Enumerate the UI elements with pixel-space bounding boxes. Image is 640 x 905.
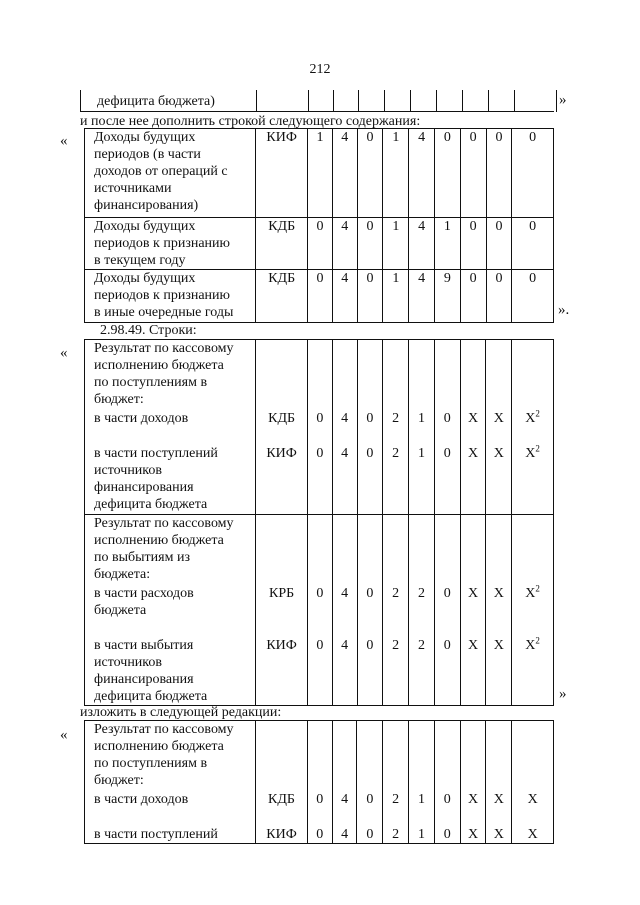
- digit-cell: 0: [357, 129, 383, 218]
- row-name-line: в иные очередные годы: [94, 305, 234, 320]
- group-header-line: Результат по кассовому: [94, 341, 234, 356]
- row-name-line: периодов к признанию: [94, 236, 230, 251]
- group-header-line: бюджет:: [94, 773, 144, 788]
- sub-item: [94, 585, 255, 619]
- digit-cell: 4: [332, 129, 357, 218]
- table-row: [85, 270, 554, 323]
- digit-cell: 0 0: [307, 340, 332, 515]
- digit-cell: 1: [308, 129, 333, 218]
- digit-cell: $X^2$ $X^2$: [512, 340, 554, 515]
- digit-cell: 4: [409, 129, 435, 218]
- code-cell: КДБ КИФ: [256, 340, 308, 515]
- row-name-line: Доходы будущих: [94, 219, 196, 234]
- digit-cell: $X^2$ $X^2$: [512, 515, 554, 706]
- digit-cell: 4: [409, 270, 435, 323]
- table-border: [80, 111, 554, 112]
- row-name-line: в текущем году: [94, 253, 186, 268]
- row-name-line: Доходы будущих: [94, 271, 196, 286]
- open-quote: «: [60, 727, 68, 743]
- digit-cell: 0: [512, 270, 554, 323]
- row-name-cell: [85, 218, 256, 270]
- digit-cell: 2 2: [409, 515, 435, 706]
- digit-cell: 0 0: [434, 515, 460, 706]
- table-border: [80, 90, 81, 112]
- table-block-2: [84, 339, 554, 706]
- instruction-2: изложить в следующей редакции:: [80, 705, 282, 720]
- open-quote: «: [60, 133, 68, 149]
- section-heading: 2.98.49. Строки:: [100, 323, 197, 338]
- group-header-line: по поступлениям в: [94, 375, 208, 390]
- digit-cell: X X: [486, 340, 512, 515]
- digit-cell: 4 4: [332, 721, 357, 844]
- digit-cell: 0: [435, 129, 461, 218]
- close-quote: »: [559, 92, 567, 108]
- code-cell: КДБ: [256, 218, 308, 270]
- code-cell: КИФ: [256, 129, 308, 218]
- digit-cell: 0 0: [357, 721, 383, 844]
- digit-cell: 2 2: [383, 340, 409, 515]
- page-number: 212: [309, 62, 331, 77]
- digit-cell: 2 2: [383, 515, 409, 706]
- digit-cell: 0: [486, 129, 512, 218]
- sub-item-line: в части доходов: [94, 792, 189, 807]
- sub-item: [94, 826, 255, 843]
- table-border: [436, 90, 437, 112]
- code-cell: КДБ КИФ: [256, 721, 308, 844]
- table-border: [462, 90, 463, 112]
- digit-cell: 0 0: [434, 721, 460, 844]
- table-row: [85, 515, 554, 706]
- digit-cell: 0: [486, 270, 512, 323]
- sub-item: [94, 791, 255, 808]
- table-border: [256, 90, 257, 112]
- digit-cell: 2 2: [383, 721, 409, 844]
- digit-cell: X X: [460, 721, 486, 844]
- sub-item-line: в части доходов: [94, 411, 189, 426]
- table-border: [308, 90, 309, 112]
- digit-cell: 0 0: [307, 515, 332, 706]
- digit-cell: X X: [460, 515, 486, 706]
- digit-cell: 1 1: [409, 340, 435, 515]
- close-quote: »: [559, 686, 567, 702]
- sub-item-line: в части расходов: [94, 586, 194, 601]
- digit-cell: 0: [357, 218, 383, 270]
- digit-cell: 0 0: [357, 340, 383, 515]
- digit-cell: 0: [460, 218, 486, 270]
- group-header-line: исполнению бюджета: [94, 358, 224, 373]
- row-name-cell: [85, 721, 256, 844]
- digit-cell: 1: [435, 218, 461, 270]
- digit-cell: 4 4: [332, 340, 357, 515]
- row-name-line: Доходы будущих: [94, 130, 196, 145]
- table-border: [514, 90, 515, 112]
- table-border: [488, 90, 489, 112]
- digit-cell: 1: [383, 270, 409, 323]
- row-name-cell: [85, 129, 256, 218]
- open-quote: «: [60, 345, 68, 361]
- digit-cell: 0: [460, 129, 486, 218]
- digit-cell: 0: [512, 129, 554, 218]
- sub-item-line: источников: [94, 655, 163, 670]
- code-cell: КРБ КИФ: [256, 515, 308, 706]
- sub-item-line: дефицита бюджета: [94, 689, 208, 704]
- digit-cell: 1: [383, 218, 409, 270]
- table-block-1: [84, 128, 554, 323]
- digit-cell: X X: [486, 721, 512, 844]
- digit-cell: 0: [357, 270, 383, 323]
- table-block-3: [84, 720, 554, 844]
- top-fragment-text: дефицита бюджета): [97, 94, 215, 109]
- table-border: [333, 90, 334, 112]
- digit-cell: 9: [435, 270, 461, 323]
- group-header-line: по поступлениям в: [94, 756, 208, 771]
- sub-item-line: финансирования: [94, 672, 194, 687]
- row-name-line: периодов к признанию: [94, 288, 230, 303]
- row-name-line: финансирования): [94, 198, 199, 213]
- table-row: [85, 129, 554, 218]
- digit-cell: 4: [332, 270, 357, 323]
- row-name-cell: [85, 340, 256, 515]
- code-cell: КДБ: [256, 270, 308, 323]
- digit-cell: X X: [486, 515, 512, 706]
- sub-item-line: финансирования: [94, 480, 194, 495]
- sub-item: [94, 445, 255, 513]
- group-header-line: Результат по кассовому: [94, 722, 234, 737]
- sub-item: [94, 637, 255, 705]
- close-quote-dot: ».: [558, 302, 570, 318]
- table-border: [384, 90, 385, 112]
- group-header-line: бюджета:: [94, 567, 151, 582]
- digit-cell: 4: [332, 218, 357, 270]
- digit-cell: 0: [512, 218, 554, 270]
- sub-item-line: в части поступлений: [94, 446, 218, 461]
- digit-cell: 4 4: [332, 515, 357, 706]
- sub-item: [94, 410, 255, 427]
- group-header-line: бюджет:: [94, 392, 144, 407]
- row-name-line: периодов (в части: [94, 147, 201, 162]
- sub-item-line: источников: [94, 463, 163, 478]
- digit-cell: X X: [512, 721, 554, 844]
- group-header-line: исполнению бюджета: [94, 739, 224, 754]
- instruction-1: и после нее дополнить строкой следующего содержания:: [80, 114, 421, 129]
- digit-cell: 0 0: [434, 340, 460, 515]
- sub-item-line: в части поступлений: [94, 827, 218, 842]
- sub-item-line: дефицита бюджета: [94, 497, 208, 512]
- row-name-cell: [85, 515, 256, 706]
- digit-cell: 0: [308, 218, 333, 270]
- digit-cell: 0: [486, 218, 512, 270]
- table-border: [358, 90, 359, 112]
- group-header-line: Результат по кассовому: [94, 516, 234, 531]
- digit-cell: 0 0: [357, 515, 383, 706]
- group-header-line: исполнению бюджета: [94, 533, 224, 548]
- digit-cell: 0: [460, 270, 486, 323]
- digit-cell: X X: [460, 340, 486, 515]
- digit-cell: 4: [409, 218, 435, 270]
- digit-cell: 0: [308, 270, 333, 323]
- table-border: [556, 90, 557, 112]
- sub-item-line: в части выбытия: [94, 638, 194, 653]
- row-name-cell: [85, 270, 256, 323]
- row-name-line: источниками: [94, 181, 172, 196]
- sub-item-line: бюджета: [94, 603, 147, 618]
- digit-cell: 1: [383, 129, 409, 218]
- table-row: [85, 340, 554, 515]
- table-border: [410, 90, 411, 112]
- table-row: [85, 218, 554, 270]
- digit-cell: 1 1: [409, 721, 435, 844]
- row-name-line: доходов от операций с: [94, 164, 228, 179]
- table-row: [85, 721, 554, 844]
- group-header-line: по выбытиям из: [94, 550, 190, 565]
- digit-cell: 0 0: [307, 721, 332, 844]
